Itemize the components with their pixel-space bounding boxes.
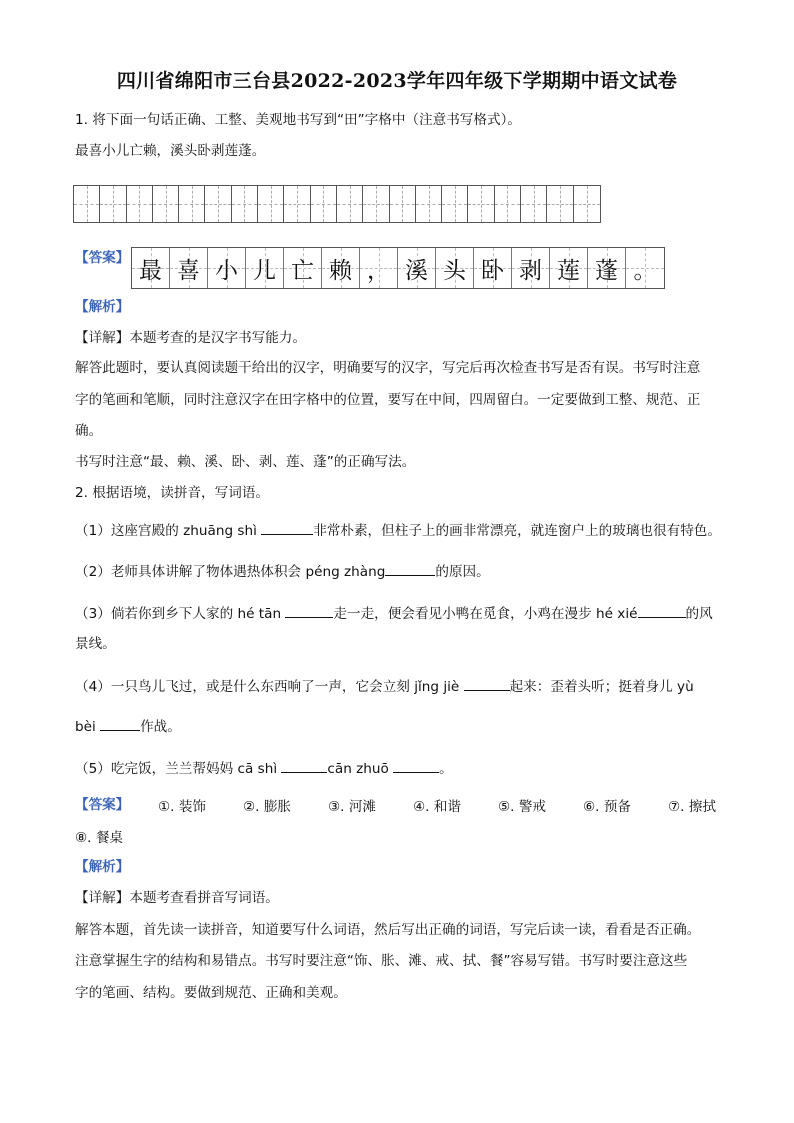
q2-s4-text-b: 起来：歪着头听；挺着身儿 yù: [509, 679, 694, 695]
q2-sentence-3: [75, 603, 713, 624]
answer-item-7: ⑦. 擦拭: [668, 799, 717, 815]
tian-cell[interactable]: [468, 186, 494, 222]
q1-para-4: 书写时注意“最、赖、溪、卧、剥、莲、蓬”的正确写法。: [75, 454, 416, 470]
q2-para-2: 注意掌握生字的结构和易错点。书写时要注意“饰、胀、滩、戒、拭、餐”容易写错。书写时要注意这些: [75, 953, 688, 969]
answer-char: 头: [443, 257, 466, 284]
tian-cell[interactable]: [337, 186, 363, 222]
tian-cell[interactable]: [311, 186, 337, 222]
answer-cell: [512, 248, 550, 288]
blank-2[interactable]: [385, 561, 435, 576]
q1-analysis-label: 【解析】: [75, 299, 130, 315]
answer-char: 赖: [329, 257, 352, 284]
q2-sentence-2: [75, 561, 490, 582]
answer-cell: [322, 248, 360, 288]
answer-cell: [436, 248, 474, 288]
q2-s2-text-a: （2）老师具体讲解了物体遇热体积会 péng zhàng: [75, 564, 386, 580]
tian-cell[interactable]: [390, 186, 416, 222]
tian-cell[interactable]: [100, 186, 126, 222]
answer-item-6: ⑥. 预备: [583, 799, 632, 815]
q2-s4-text-d: 作战。: [140, 719, 181, 735]
answer-char: 莲: [557, 257, 580, 284]
q2-s4-text-a: （4）一只鸟儿飞过，或是什么东西响了一声，它会立刻 jǐng jiè: [75, 679, 464, 695]
q1-detail-text: 本题考查的是汉字书写能力。: [129, 330, 307, 346]
q2-s1-text-b: 非常朴素，但柱子上的画非常漂亮，就连窗户上的玻璃也很有特色。: [313, 523, 721, 539]
q2-s3-text-a: （3）倘若你到乡下人家的 hé tān: [75, 606, 286, 622]
tian-cell[interactable]: [284, 186, 310, 222]
tian-cell[interactable]: [205, 186, 231, 222]
q2-s3-text-d: 景线。: [75, 636, 116, 652]
answer-cell: [170, 248, 208, 288]
q1-para-2: 字的笔画和笔顺，同时注意汉字在田字格中的位置，要写在中间，四周留白。一定要做到工整、规范、正: [75, 392, 701, 408]
answer-item-5: ⑤. 警戒: [498, 799, 547, 815]
tian-cell[interactable]: [258, 186, 284, 222]
q2-para-3: 字的笔画、结构。要做到规范、正确和美观。: [75, 985, 347, 1001]
tian-cell[interactable]: [232, 186, 258, 222]
q2-sentence-4b: [75, 716, 181, 737]
q1-prompt: 1. 将下面一句话正确、工整、美观地书写到“田”字格中（注意书写格式）。: [75, 112, 521, 128]
blank-8[interactable]: [393, 758, 439, 773]
blank-4[interactable]: [638, 603, 686, 618]
answer-cell: [246, 248, 284, 288]
answer-grid: [131, 247, 665, 289]
answer-cell: [626, 248, 664, 288]
tian-cell[interactable]: [127, 186, 153, 222]
answer-cell: [208, 248, 246, 288]
blank-5[interactable]: [464, 676, 510, 691]
tian-cell[interactable]: [495, 186, 521, 222]
q1-para-1: 解答此题时，要认真阅读题干给出的汉字，明确要写的汉字，写完后再次检查书写是否有误。书写时注意: [75, 360, 701, 376]
answer-char: 最: [139, 257, 162, 284]
answer-cell: [398, 248, 436, 288]
answer-cell: [360, 248, 398, 288]
q1-para-3: 确。: [75, 423, 103, 439]
answer-item-3: ③. 河滩: [328, 799, 377, 815]
q2-prompt: 2. 根据语境，读拼音，写词语。: [75, 485, 270, 501]
tian-grid: [73, 185, 601, 223]
answer-char: 小: [215, 257, 238, 284]
tian-cell[interactable]: [153, 186, 179, 222]
answer-cell: [284, 248, 322, 288]
answer-char: 亡: [291, 257, 314, 284]
answer-char: ，: [367, 257, 390, 284]
q2-detail-text: 本题考查看拼音写词语。: [129, 890, 279, 906]
answer-item-8: ⑧. 餐桌: [75, 830, 124, 846]
tian-cell[interactable]: [547, 186, 573, 222]
q2-s5-text-c: 。: [439, 761, 453, 777]
blank-6[interactable]: [100, 716, 140, 731]
answer-char: 儿: [253, 257, 276, 284]
answer-char: 蓬: [595, 257, 618, 284]
q2-s2-text-b: 的原因。: [435, 564, 490, 580]
blank-7[interactable]: [281, 758, 327, 773]
q2-sentence-5: [75, 758, 453, 779]
blank-1[interactable]: [261, 520, 313, 535]
q2-detail-label: 【详解】: [75, 890, 130, 906]
answer-cell: [588, 248, 626, 288]
q2-s4-text-c: bèi: [75, 719, 101, 735]
answer-char: 。: [633, 257, 657, 284]
q1-sentence: 最喜小儿亡赖，溪头卧剥莲蓬。: [75, 143, 266, 159]
q2-s5-text-b: cān zhuō: [327, 761, 394, 777]
tian-cell[interactable]: [442, 186, 468, 222]
answer-cell: [132, 248, 170, 288]
answer-item-1: ①. 装饰: [158, 799, 207, 815]
q1-detail: [75, 328, 306, 348]
blank-3[interactable]: [285, 603, 333, 618]
tian-cell[interactable]: [521, 186, 547, 222]
answer-cell: [474, 248, 512, 288]
answer-char: 溪: [405, 257, 428, 284]
q2-para-1: 解答本题，首先读一读拼音，知道要写什么词语，然后写出正确的词语，写完后读一读，看看是否正确。: [75, 922, 701, 938]
answer-char: 剥: [519, 257, 542, 284]
q2-answer-label: 【答案】: [75, 797, 130, 813]
answer-item-4: ④. 和谐: [413, 799, 462, 815]
q2-s5-text-a: （5）吃完饭，兰兰帮妈妈 cā shì: [75, 761, 282, 777]
q2-s1-text-a: （1）这座宫殿的 zhuāng shì: [75, 523, 262, 539]
tian-cell[interactable]: [574, 186, 600, 222]
q2-analysis-label: 【解析】: [75, 859, 130, 875]
q1-detail-label: 【详解】: [75, 330, 130, 346]
answer-item-2: ②. 膨胀: [243, 799, 292, 815]
tian-cell[interactable]: [179, 186, 205, 222]
tian-cell[interactable]: [416, 186, 442, 222]
page-title: 四川省绵阳市三台县2022-2023学年四年级下学期期中语文试卷: [116, 70, 678, 92]
tian-cell[interactable]: [74, 186, 100, 222]
tian-cell[interactable]: [363, 186, 389, 222]
q2-sentence-1: [75, 520, 721, 541]
answer-char: 喜: [177, 257, 200, 284]
q2-s3-text-c: 的风: [685, 606, 713, 622]
q2-sentence-4: [75, 676, 694, 697]
answer-cell: [550, 248, 588, 288]
answer-char: 卧: [481, 257, 504, 284]
q2-detail: [75, 888, 279, 908]
q2-s3-text-b: 走一走，便会看见小鸭在觅食，小鸡在漫步 hé xié: [333, 606, 638, 622]
q1-answer-label: 【答案】: [75, 250, 130, 266]
